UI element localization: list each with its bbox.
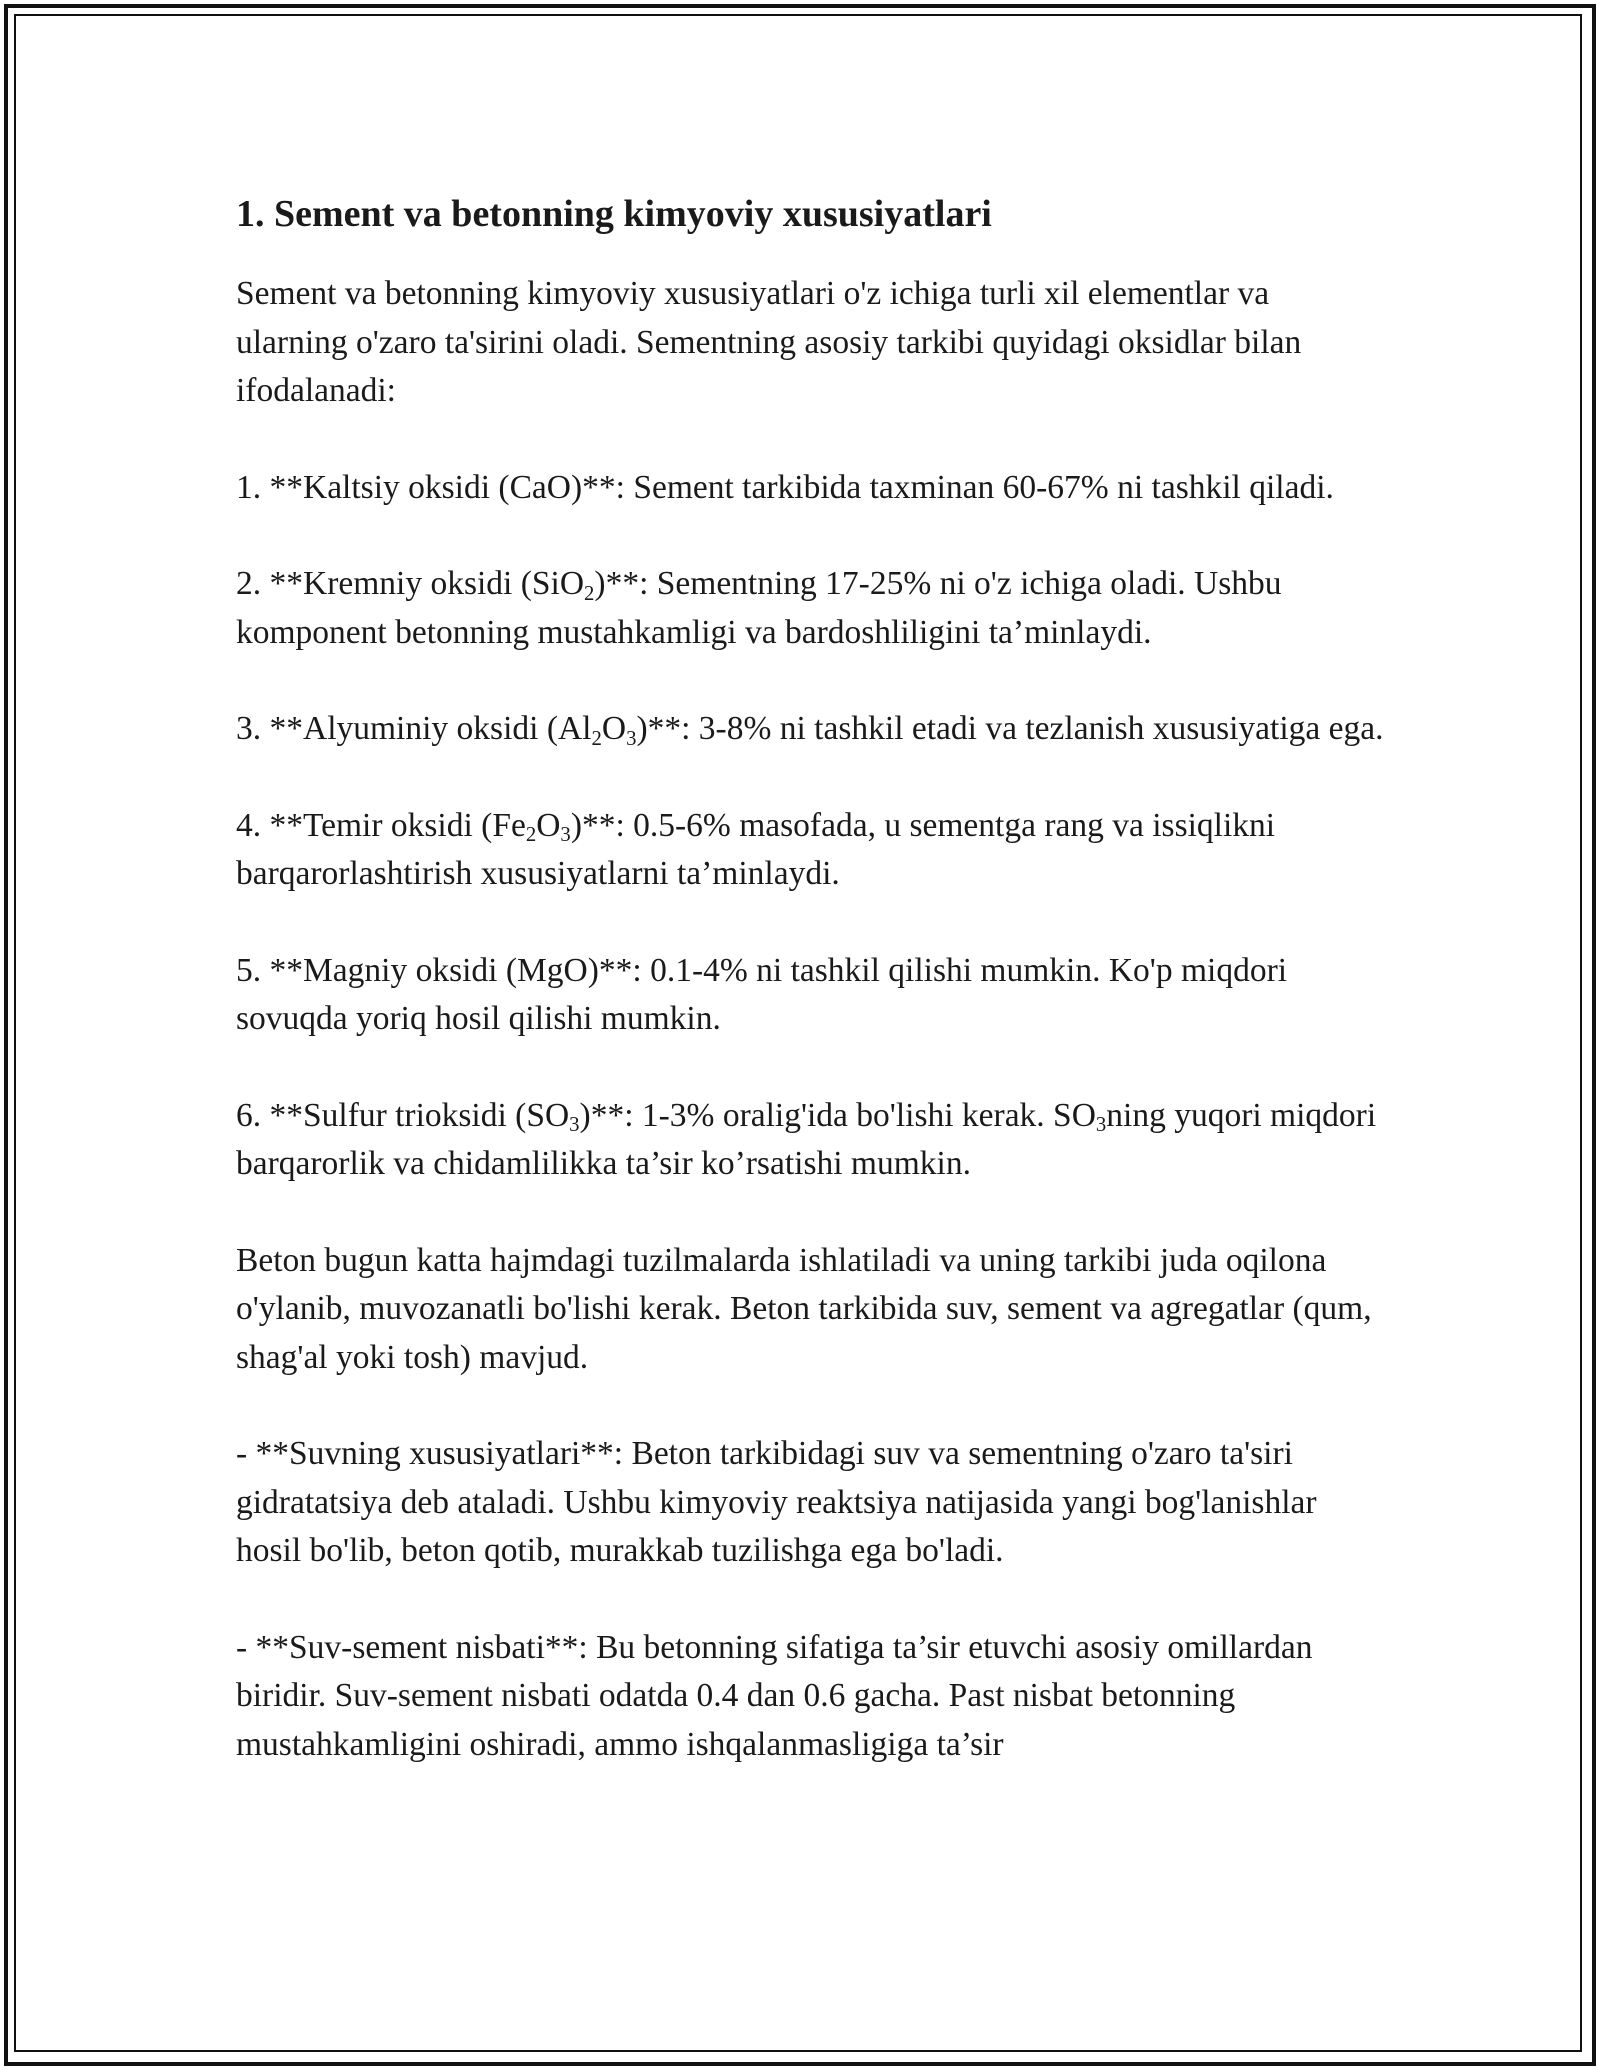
water-properties-item: - **Suvning xususiyatlari**: Beton tarkibidagi suv va sementning o'zaro ta'siri gidratatsiya deb ataladi. Ushbu kimyoviy reaktsiya natijasida yangi bog'lanishlar hosil bo'lib, beton qotib, murakkab tuzilishga ega bo'ladi. — [236, 1435, 1317, 1569]
oxide-item-cao: 1. **Kaltsiy oksidi (CaO)**: Sement tarkibida taxminan 60-67% ni tashkil qiladi. — [236, 468, 1334, 506]
section-heading: 1. Sement va betonning kimyoviy xususiyatlari — [236, 193, 992, 235]
oxide-item-mgo: 5. **Magniy oksidi (MgO)**: 0.1-4% ni tashkil qilishi mumkin. Ko'p miqdori sovuqda yoriq hosil qilishi mumkin. — [236, 951, 1288, 1037]
water-cement-ratio-item: - **Suv-sement nisbati**: Bu betonning sifatiga ta’sir etuvchi asosiy omillardan biridir. Suv-sement nisbati odatda 0.4 dan 0.6 gacha. Past nisbat betonning mustahkamligini oshiradi, ammo ishqalanmasligiga ta’sir — [236, 1628, 1313, 1763]
concrete-paragraph: Beton bugun katta hajmdagi tuzilmalarda ishlatiladi va uning tarkibi juda oqilona o'ylanib, muvozanatli bo'lishi kerak. Beton tarkibida suv, sement va agregatlar (qum, shag'al yoki tosh) mavjud. — [236, 1241, 1372, 1376]
oxide-item-sio2: 2. **Kremniy oksidi (SiO$_2$)**: Sementning 17-25% ni o'z ichiga oladi. Ushbu komponent betonning mustahkamligi va bardoshliligini ta’minlaydi. — [236, 565, 1282, 651]
oxide-item-so3: 6. **Sulfur trioksidi $(SO_3)**$: 1-3% oralig'ida bo'lishi kerak. $SO_3ning$ yuqori miqdori barqarorlik va chidamlilikka ta’sir ko’rsatishi mumkin. — [236, 1096, 1377, 1182]
intro-paragraph: Sement va betonning kimyoviy xususiyatlari o'z ichiga turli xil elementlar va ularning o'zaro ta'sirini oladi. Sementning asosiy tarkibi quyidagi oksidlar bilan ifodalanadi: — [236, 275, 1302, 409]
oxide-item-fe2o3: 4. **Temir oksidi $(Fe_2O_3)**$: 0.5-6% masofada, u sementga rang va issiqlikni barqarorlashtirish xususiyatlarni ta’minlaydi. — [236, 806, 1276, 892]
document-body — [236, 188, 1386, 1817]
oxide-item-al2o3: 3. **Alyuminiy oksidi $(Al_2O_3)**$: 3-8% ni tashkil etadi va tezlanish xususiyatiga ega. — [236, 710, 1384, 750]
